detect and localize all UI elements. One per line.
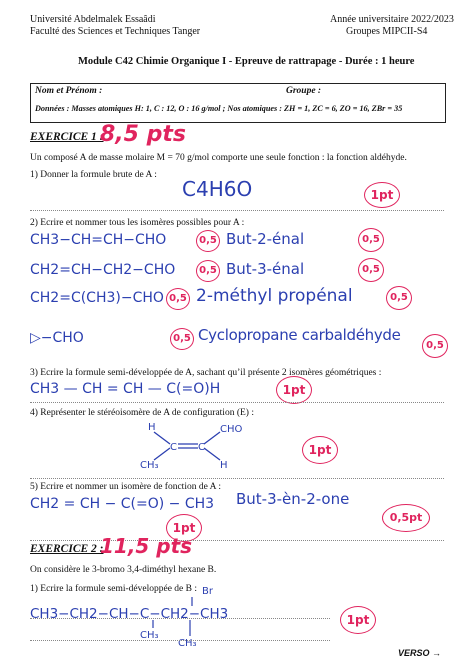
q5-text: 5) Ecrire et nommer un isomère de fonction de A : <box>30 482 221 492</box>
exercise2-score: 11,5 pts <box>100 534 193 558</box>
group-label: Groupe : <box>286 86 322 96</box>
q5-mark-1: 1pt <box>166 514 202 542</box>
faculty-name: Faculté des Sciences et Techniques Tanger <box>30 26 201 37</box>
isomer-mark-2: 0,5 <box>358 258 384 282</box>
isomer-mark-1: 0,5 <box>166 288 190 310</box>
svg-text:Br: Br <box>202 586 213 597</box>
answer-line <box>30 478 444 479</box>
ex2-q1-text: 1) Ecrire la formule semi-développée de B : <box>30 584 197 594</box>
verso-label: VERSO → <box>398 648 442 658</box>
q5-mark-2: 0,5pt <box>382 504 430 532</box>
isomer-row <box>30 322 450 362</box>
q2-text: 2) Ecrire et nommer tous les isomères possibles pour A : <box>30 218 245 228</box>
atomic-data: Données : Masses atomiques H: 1, C : 12, O : 16 g/mol ; Nos atomiques : ZH = 1, ZC = 6, ZO = 16, ZBr = 35 <box>35 104 403 113</box>
answer-line <box>30 618 330 619</box>
svg-text:CH₃: CH₃ <box>178 638 197 649</box>
svg-text:C: C <box>198 442 205 453</box>
svg-text:H: H <box>148 422 156 433</box>
university-name: Université Abdelmalek Essaâdi <box>30 14 156 25</box>
name-label: Nom et Prénom : <box>35 86 103 96</box>
isomer-mark-1: 0,5 <box>196 230 220 252</box>
q3-mark: 1pt <box>276 376 312 404</box>
q3-text: 3) Ecrire la formule semi-développée de A, sachant qu’il présente 2 isomères géométriques : <box>30 368 382 378</box>
isomer-row <box>30 228 450 252</box>
isomer-row <box>30 286 450 312</box>
answer-line <box>30 210 444 211</box>
isomer-row <box>30 258 450 282</box>
isomer-name: But-2-énal <box>226 230 305 248</box>
q4-mark: 1pt <box>302 436 338 464</box>
svg-text:CH₃: CH₃ <box>140 630 159 641</box>
info-box <box>30 83 446 123</box>
answer-line <box>30 640 330 641</box>
svg-text:C: C <box>170 442 177 453</box>
isomer-mark-1: 0,5 <box>196 260 220 282</box>
exercise1-intro: Un composé A de masse molaire M = 70 g/mol comporte une seule fonction : la fonction aldéhyde. <box>30 153 407 163</box>
isomer-name: Cyclopropane carbaldéhyde <box>198 326 401 344</box>
isomer-mark-2: 0,5 <box>386 286 412 310</box>
exercise1-label: EXERCICE 1 : <box>30 131 104 143</box>
q5-name: But-3-èn-2-one <box>236 490 350 508</box>
isomer-formula: CH3−CH=CH−CHO <box>30 232 167 248</box>
ex2-q1-mark: 1pt <box>340 606 376 634</box>
q5-answer: CH2 = CH − C(=O) − CH3 <box>30 496 215 512</box>
q3-answer: CH3 — CH = CH — C(=O)H <box>30 381 221 397</box>
q1-text: 1) Donner la formule brute de A : <box>30 170 157 180</box>
ex2-substituents <box>140 586 250 652</box>
q4-text: 4) Représenter le stéréoisomère de A de configuration (E) : <box>30 408 254 418</box>
svg-text:CH₃: CH₃ <box>140 460 159 470</box>
isomer-name: But-3-énal <box>226 260 305 278</box>
exercise2-intro: On considère le 3-bromo 3,4-diméthyl hexane B. <box>30 565 217 575</box>
isomer-mark-1: 0,5 <box>170 328 194 350</box>
exercise2-label: EXERCICE 2 : <box>30 543 104 555</box>
isomer-formula: CH2=CH−CH2−CHO <box>30 262 176 278</box>
svg-text:H: H <box>220 460 228 470</box>
q1-answer: C4H6O <box>182 177 253 201</box>
svg-text:CHO: CHO <box>220 424 243 435</box>
exam-title: Module C42 Chimie Organique I - Epreuve de rattrapage - Durée : 1 heure <box>78 56 415 67</box>
isomer-formula: ▷−CHO <box>30 330 84 346</box>
answer-line <box>30 540 444 541</box>
ex2-q1-answer: CH3−CH2−CH−C−CH2−CH3 <box>30 606 229 622</box>
isomer-mark-2: 0,5 <box>422 334 448 358</box>
groups: Groupes MIPCII-S4 <box>346 26 428 37</box>
exercise1-score: 8,5 pts <box>100 122 186 147</box>
q1-mark: 1pt <box>364 182 400 208</box>
e-isomer-structure <box>140 420 260 470</box>
isomer-name: 2-méthyl propénal <box>196 286 353 306</box>
academic-year: Année universitaire 2022/2023 <box>330 14 454 25</box>
answer-line <box>30 402 444 403</box>
isomer-mark-2: 0,5 <box>358 228 384 252</box>
isomer-formula: CH2=C(CH3)−CHO <box>30 290 164 306</box>
